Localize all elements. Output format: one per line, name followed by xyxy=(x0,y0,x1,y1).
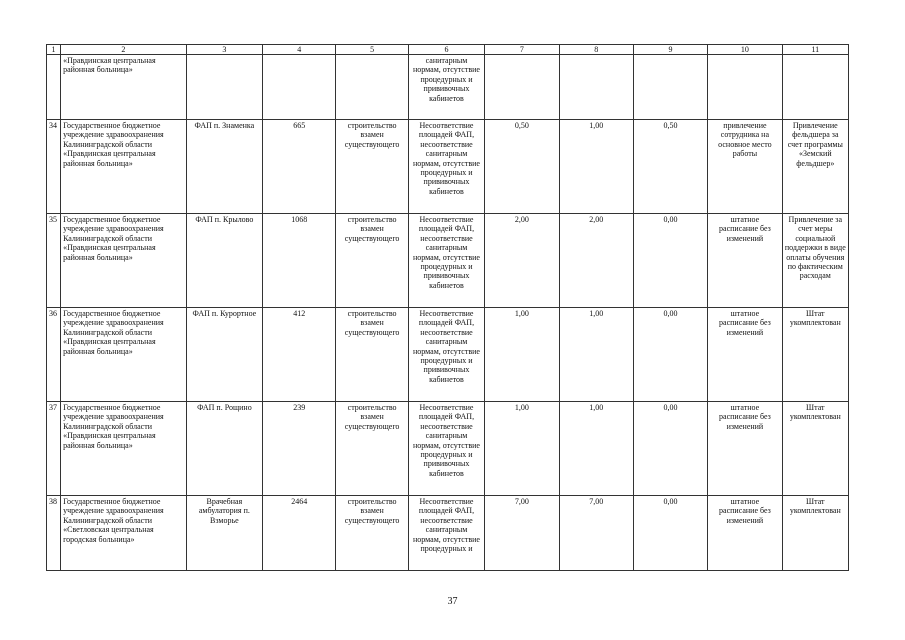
staff-cell: штатное расписание без изменений xyxy=(708,402,782,496)
value-cell: 2,00 xyxy=(485,214,559,308)
reason-cell: Несоответствие площадей ФАП, несоответствие санитарным нормам, отсутствие процедурных и прививочных кабинетов xyxy=(408,308,484,402)
action-cell: строительство взамен существующего xyxy=(336,120,408,214)
unit-cell: ФАП п. Курортное xyxy=(186,308,262,402)
unit-cell: Врачебная амбулатория п. Взморье xyxy=(186,496,262,571)
unit-cell: ФАП п. Знаменка xyxy=(186,120,262,214)
value-cell: 0,00 xyxy=(633,402,707,496)
note-cell: Привлечение фельдшера за счет программы «Земский фельдшер» xyxy=(782,120,848,214)
continuation-row xyxy=(47,55,849,120)
value-cell: 0,00 xyxy=(633,496,707,571)
note-cell: Привлечение за счет меры социальной поддержки в виде оплаты обучения по фактическим расходам xyxy=(782,214,848,308)
reason-cell: санитарным нормам, отсутствие процедурных и прививочных кабинетов xyxy=(408,55,484,120)
value-cell: 7,00 xyxy=(559,496,633,571)
column-number: 7 xyxy=(485,45,559,55)
population-cell: 1068 xyxy=(263,214,336,308)
row-number-cell: 35 xyxy=(47,214,61,308)
column-number: 6 xyxy=(408,45,484,55)
value-cell: 0,50 xyxy=(485,120,559,214)
table-row xyxy=(47,308,849,402)
column-number: 1 xyxy=(47,45,61,55)
value-cell: 0,00 xyxy=(633,214,707,308)
action-cell: строительство взамен существующего xyxy=(336,308,408,402)
value-cell: 7,00 xyxy=(485,496,559,571)
staff-cell: привлечение сотрудника на основное место работы xyxy=(708,120,782,214)
value-cell: 1,00 xyxy=(559,120,633,214)
table-row xyxy=(47,214,849,308)
org-cell: Государственное бюджетное учреждение здравоохранения Калининградской области «Правдинская центральная районная больница» xyxy=(61,308,187,402)
reason-cell: Несоответствие площадей ФАП, несоответствие санитарным нормам, отсутствие процедурных и прививочных кабинетов xyxy=(408,402,484,496)
reason-cell: Несоответствие площадей ФАП, несоответствие санитарным нормам, отсутствие процедурных и прививочных кабинетов xyxy=(408,120,484,214)
column-number: 10 xyxy=(708,45,782,55)
value-cell: 2,00 xyxy=(559,214,633,308)
column-number: 2 xyxy=(61,45,187,55)
row-number-cell: 36 xyxy=(47,308,61,402)
column-number-row xyxy=(47,45,849,55)
action-cell: строительство взамен существующего xyxy=(336,214,408,308)
unit-cell: ФАП п. Рощино xyxy=(186,402,262,496)
column-number: 9 xyxy=(633,45,707,55)
row-number-cell: 34 xyxy=(47,120,61,214)
population-cell: 665 xyxy=(263,120,336,214)
note-cell: Штат укомплектован xyxy=(782,308,848,402)
value-cell: 0,50 xyxy=(633,120,707,214)
value-cell: 1,00 xyxy=(485,402,559,496)
value-cell: 1,00 xyxy=(559,402,633,496)
column-number: 8 xyxy=(559,45,633,55)
action-cell: строительство взамен существующего xyxy=(336,496,408,571)
note-cell: Штат укомплектован xyxy=(782,402,848,496)
page-number: 37 xyxy=(447,596,458,607)
column-number: 11 xyxy=(782,45,848,55)
table-row xyxy=(47,402,849,496)
value-cell: 1,00 xyxy=(559,308,633,402)
org-cell: Государственное бюджетное учреждение здравоохранения Калининградской области «Правдинская центральная районная больница» xyxy=(61,120,187,214)
reason-cell: Несоответствие площадей ФАП, несоответствие санитарным нормам, отсутствие процедурных и xyxy=(408,496,484,571)
reason-cell: Несоответствие площадей ФАП, несоответствие санитарным нормам, отсутствие процедурных и прививочных кабинетов xyxy=(408,214,484,308)
staff-cell: штатное расписание без изменений xyxy=(708,496,782,571)
staff-cell: штатное расписание без изменений xyxy=(708,308,782,402)
population-cell: 2464 xyxy=(263,496,336,571)
org-cell: Государственное бюджетное учреждение здравоохранения Калининградской области «Правдинская центральная районная больница» xyxy=(61,214,187,308)
row-number-cell: 38 xyxy=(47,496,61,571)
org-cell: «Правдинская центральная районная больница» xyxy=(61,55,187,120)
fap-table xyxy=(46,44,849,571)
column-number: 3 xyxy=(186,45,262,55)
unit-cell: ФАП п. Крылово xyxy=(186,214,262,308)
value-cell: 0,00 xyxy=(633,308,707,402)
column-number: 5 xyxy=(336,45,408,55)
org-cell: Государственное бюджетное учреждение здравоохранения Калининградской области «Светловская центральная городская больница» xyxy=(61,496,187,571)
table-row xyxy=(47,496,849,571)
action-cell: строительство взамен существующего xyxy=(336,402,408,496)
value-cell: 1,00 xyxy=(485,308,559,402)
org-cell: Государственное бюджетное учреждение здравоохранения Калининградской области «Правдинская центральная районная больница» xyxy=(61,402,187,496)
population-cell: 412 xyxy=(263,308,336,402)
column-number: 4 xyxy=(263,45,336,55)
note-cell: Штат укомплектован xyxy=(782,496,848,571)
population-cell: 239 xyxy=(263,402,336,496)
staff-cell: штатное расписание без изменений xyxy=(708,214,782,308)
row-number-cell: 37 xyxy=(47,402,61,496)
table-row xyxy=(47,120,849,214)
